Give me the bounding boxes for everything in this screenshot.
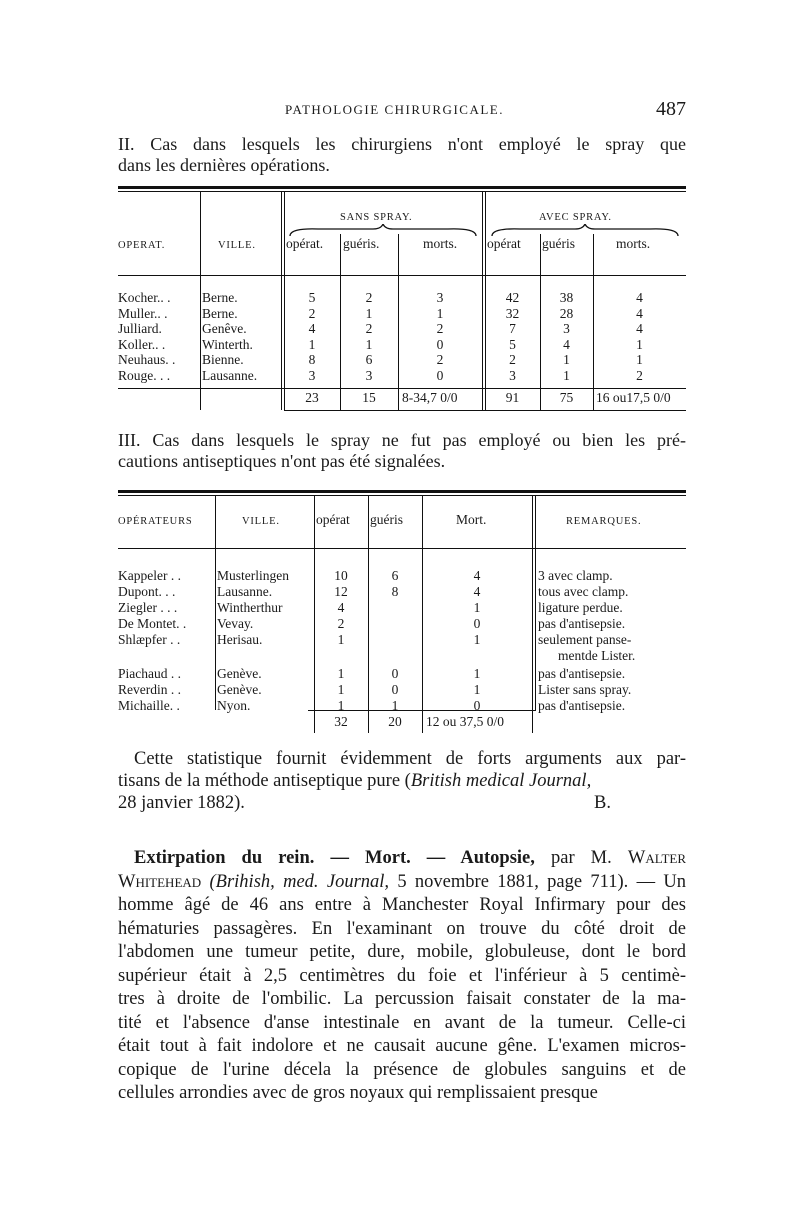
group-header-avec-spray: AVEC SPRAY. xyxy=(539,212,612,223)
table-cell: 2 xyxy=(308,305,316,321)
table-cell: Julliard. xyxy=(118,321,162,336)
table-rule xyxy=(118,275,686,276)
article-line: copique de l'urine décela la présence de globules sanguins et de xyxy=(118,1059,686,1080)
conclusion-paragraph xyxy=(118,748,686,814)
table-cell: pas d'antisepsie. xyxy=(538,666,626,681)
article-line: supérieur était à 2,5 centimètres du foie et l'inférieur à 5 centimè- xyxy=(118,965,686,986)
table-total: 15 xyxy=(362,390,376,405)
table-cell: Nyon. xyxy=(217,698,251,713)
table-cell: 8 xyxy=(308,352,316,367)
table-rule xyxy=(118,495,686,496)
table-cell: 4 xyxy=(473,584,481,599)
table-cell: 3 xyxy=(365,367,373,383)
table-cell: 1 xyxy=(337,632,345,647)
column-header: opérat. xyxy=(286,236,324,251)
article-line: tres à droite de l'ombilic. La percussion faisait constater de la ma- xyxy=(118,989,686,1009)
table-cell: 1 xyxy=(308,336,316,352)
author-name: Whitehead xyxy=(118,871,202,892)
table-cell: 42 xyxy=(505,290,520,305)
table-cell: 0 xyxy=(391,666,399,681)
table-cell: 4 xyxy=(308,321,316,336)
table-cell: 4 xyxy=(636,321,643,336)
column-header: OPERAT. xyxy=(118,240,166,251)
table-cell: 5 xyxy=(509,336,516,352)
journal-citation: British medical Journal, xyxy=(410,771,592,791)
table-cell: 6 xyxy=(365,352,373,367)
table-cell: Neuhaus. . xyxy=(118,352,176,367)
conclusion-text: tisans de la méthode antiseptique pure ( xyxy=(118,771,411,791)
table-cell: 6 xyxy=(391,568,399,583)
table-cell: 2 xyxy=(436,321,444,336)
column-header: Mort. xyxy=(456,512,487,527)
table-total: 75 xyxy=(559,390,574,405)
table-cell: Genève. xyxy=(217,682,262,697)
table-cell: 3 xyxy=(308,367,316,383)
table-column-rule xyxy=(200,192,201,410)
article-source: (Brihish, med. Journal, xyxy=(209,871,390,892)
table-cell: Dupont. . . xyxy=(118,584,176,599)
article-byline: par M. xyxy=(550,848,612,868)
table-cell: Herisau. xyxy=(217,632,263,647)
table-cell: 1 xyxy=(563,367,570,383)
table-cell: 2 xyxy=(636,367,643,383)
table-cell: 1 xyxy=(636,336,643,352)
table-cell: 7 xyxy=(509,321,516,336)
table-cell: Shlæpfer . . xyxy=(118,632,181,647)
article-line: hématuries passagères. En l'examinant on trouve du côté droit de xyxy=(118,918,686,939)
table-cell: 5 xyxy=(308,290,316,305)
column-header: VILLE. xyxy=(242,516,280,527)
table-cell: Wintherthur xyxy=(217,600,283,615)
table-total: 32 xyxy=(334,714,348,729)
table-cell: 4 xyxy=(473,568,481,583)
table-cell: tous avec clamp. xyxy=(538,584,629,599)
article-body xyxy=(118,847,686,1106)
table-cell: Rouge. . . xyxy=(118,367,171,383)
table-rule xyxy=(118,548,686,549)
table-cell: Michaille. . xyxy=(118,698,180,713)
table-cell: Koller.. . xyxy=(118,336,166,352)
table-cell: Kappeler . . xyxy=(118,568,181,583)
table-rule xyxy=(284,410,686,411)
running-head xyxy=(120,98,688,122)
table-rule xyxy=(118,191,686,192)
table-cell: Musterlingen xyxy=(217,568,289,583)
table-cell: De Montet. . xyxy=(118,616,187,631)
table-column-rule xyxy=(482,192,483,410)
table-cell: 3 xyxy=(436,290,444,305)
table-cell: 0 xyxy=(436,336,444,352)
article-title: Extirpation du rein. — Mort. — Autopsie, xyxy=(134,848,535,868)
table-cell: 38 xyxy=(559,290,574,305)
table-cell: 4 xyxy=(636,305,643,321)
table-cell: 1 xyxy=(473,666,481,681)
table-cell: 1 xyxy=(473,600,481,615)
table-cell: Muller.. . xyxy=(118,305,168,321)
column-header: morts. xyxy=(423,236,458,251)
conclusion-line xyxy=(118,770,686,792)
table-cell: 1 xyxy=(337,682,345,697)
author-name: Walter xyxy=(627,848,687,868)
table-cell: Lausanne. xyxy=(217,584,273,599)
table-cell: 28 xyxy=(559,305,574,321)
table-cell: 2 xyxy=(436,352,444,367)
table-cell: pas d'antisepsie. xyxy=(538,698,626,713)
page-number: 487 xyxy=(656,98,686,120)
table-cell: 0 xyxy=(391,682,399,697)
table-total: 91 xyxy=(505,390,520,405)
table-cell: 2 xyxy=(365,321,373,336)
group-header-sans-spray: SANS SPRAY. xyxy=(340,212,413,223)
table-cell: 1 xyxy=(473,632,481,647)
column-header: opérat xyxy=(316,512,350,527)
table-cell: 2 xyxy=(365,290,373,305)
table-cell: Vevay. xyxy=(217,616,254,631)
section-2-heading xyxy=(118,134,686,176)
table-cell: 32 xyxy=(505,305,520,321)
table-column-rule xyxy=(535,496,536,710)
column-header: REMARQUES. xyxy=(566,516,642,527)
article-line: l'abdomen une tumeur petite, dure, mobile, globuleuse, dont le bord xyxy=(118,942,686,962)
column-header: opérat xyxy=(487,236,521,251)
table-cell: 3 xyxy=(563,321,570,336)
table-cell: 0 xyxy=(473,616,481,631)
table-rule xyxy=(118,186,686,189)
table-cell: pas d'antisepsie. xyxy=(538,616,626,631)
table-cell: 3 xyxy=(509,367,516,383)
table-cell: ligature perdue. xyxy=(538,600,623,615)
conclusion-text: 28 janvier 1882). xyxy=(118,793,245,813)
table-cell: 2 xyxy=(337,616,345,631)
column-header: morts. xyxy=(616,236,651,251)
table-cell: Kocher.. . xyxy=(118,290,171,305)
table-cell: Piachaud . . xyxy=(118,666,181,681)
table-cell: 2 xyxy=(509,352,516,367)
conclusion-line xyxy=(118,792,686,814)
table-total: 12 ou 37,5 0/0 xyxy=(426,714,505,729)
article-line: tité et l'absence d'anse intestinale en avant de la tumeur. Celle-ci xyxy=(118,1012,686,1033)
table-cell: Reverdin . . xyxy=(118,682,181,697)
table-cell: Bienne. xyxy=(202,352,244,367)
section-2-heading-line: dans les dernières opérations. xyxy=(118,155,330,175)
table-cell: Genève. xyxy=(217,666,262,681)
signature: B. xyxy=(594,793,611,813)
table-cell: Ziegler . . . xyxy=(118,600,178,615)
article-line xyxy=(118,871,686,895)
section-3-heading-line: III. Cas dans lesquels le spray ne fut pas employé ou bien les pré- xyxy=(118,430,686,450)
table-cell: 1 xyxy=(473,682,481,697)
table-cell: Lister sans spray. xyxy=(538,682,632,697)
section-3-heading xyxy=(118,430,686,472)
table-cell: 1 xyxy=(365,336,373,352)
column-header: OPÉRATEURS xyxy=(118,516,193,527)
section-3-heading-line: cautions antiseptiques n'ont pas été signalées. xyxy=(118,451,446,471)
article-line xyxy=(118,847,686,871)
table-cell: 4 xyxy=(337,600,345,615)
table-1 xyxy=(118,186,686,412)
table-cell: 4 xyxy=(563,336,570,352)
article-line: homme âgé de 46 ans entre à Manchester Royal Infirmary pour des xyxy=(118,895,686,915)
article-text: 5 novembre 1881, page 711). — Un xyxy=(397,871,687,892)
article-line: cellules arrondies avec de gros noyaux qui remplissaient presque xyxy=(118,1083,598,1103)
table-cell: 1 xyxy=(436,305,444,321)
table-cell: Genêve. xyxy=(202,321,247,336)
table-cell: 1 xyxy=(365,305,373,321)
table-cell: seulement panse- xyxy=(538,632,632,647)
table-cell: Berne. xyxy=(202,290,238,305)
table-total: 23 xyxy=(305,390,319,405)
article-line: était tout à fait indolore et ne causait aucune gêne. L'examen micros- xyxy=(118,1036,686,1056)
table-rule xyxy=(118,490,686,493)
column-header: VILLE. xyxy=(218,240,256,251)
table-cell: 10 xyxy=(334,568,348,583)
table-cell: Winterth. xyxy=(202,336,253,352)
table-cell: Berne. xyxy=(202,305,238,321)
table-column-rule xyxy=(532,496,533,733)
table-cell: 1 xyxy=(337,698,345,713)
table-2 xyxy=(118,490,686,734)
column-header: guéris xyxy=(370,512,403,527)
table-cell: 12 xyxy=(334,584,348,599)
table-cell: Lausanne. xyxy=(202,367,258,383)
table-total: 8-34,7 0/0 xyxy=(402,390,458,405)
table-cell: 8 xyxy=(391,584,399,599)
table-cell: mentde Lister. xyxy=(558,648,636,663)
section-2-heading-line: II. Cas dans lesquels les chirurgiens n'ont employé le spray que xyxy=(118,134,686,154)
table-rule xyxy=(118,388,686,389)
table-cell: 3 avec clamp. xyxy=(538,568,613,583)
running-title: PATHOLOGIE CHIRURGICALE. xyxy=(285,102,504,117)
column-header: guéris. xyxy=(343,236,380,251)
table-total: 16 ou17,5 0/0 xyxy=(596,390,671,405)
table-cell: 0 xyxy=(473,698,481,713)
table-column-rule xyxy=(215,496,216,710)
conclusion-line: Cette statistique fournit évidemment de forts arguments aux par- xyxy=(134,749,686,769)
table-cell: 0 xyxy=(436,367,444,383)
table-cell: 4 xyxy=(636,290,643,305)
table-cell: 1 xyxy=(391,698,399,713)
table-cell: 1 xyxy=(337,666,345,681)
column-header: guéris xyxy=(542,236,575,251)
table-cell: 1 xyxy=(636,352,643,367)
table-column-rule xyxy=(281,192,282,410)
table-cell: 1 xyxy=(563,352,570,367)
table-total: 20 xyxy=(388,714,402,729)
